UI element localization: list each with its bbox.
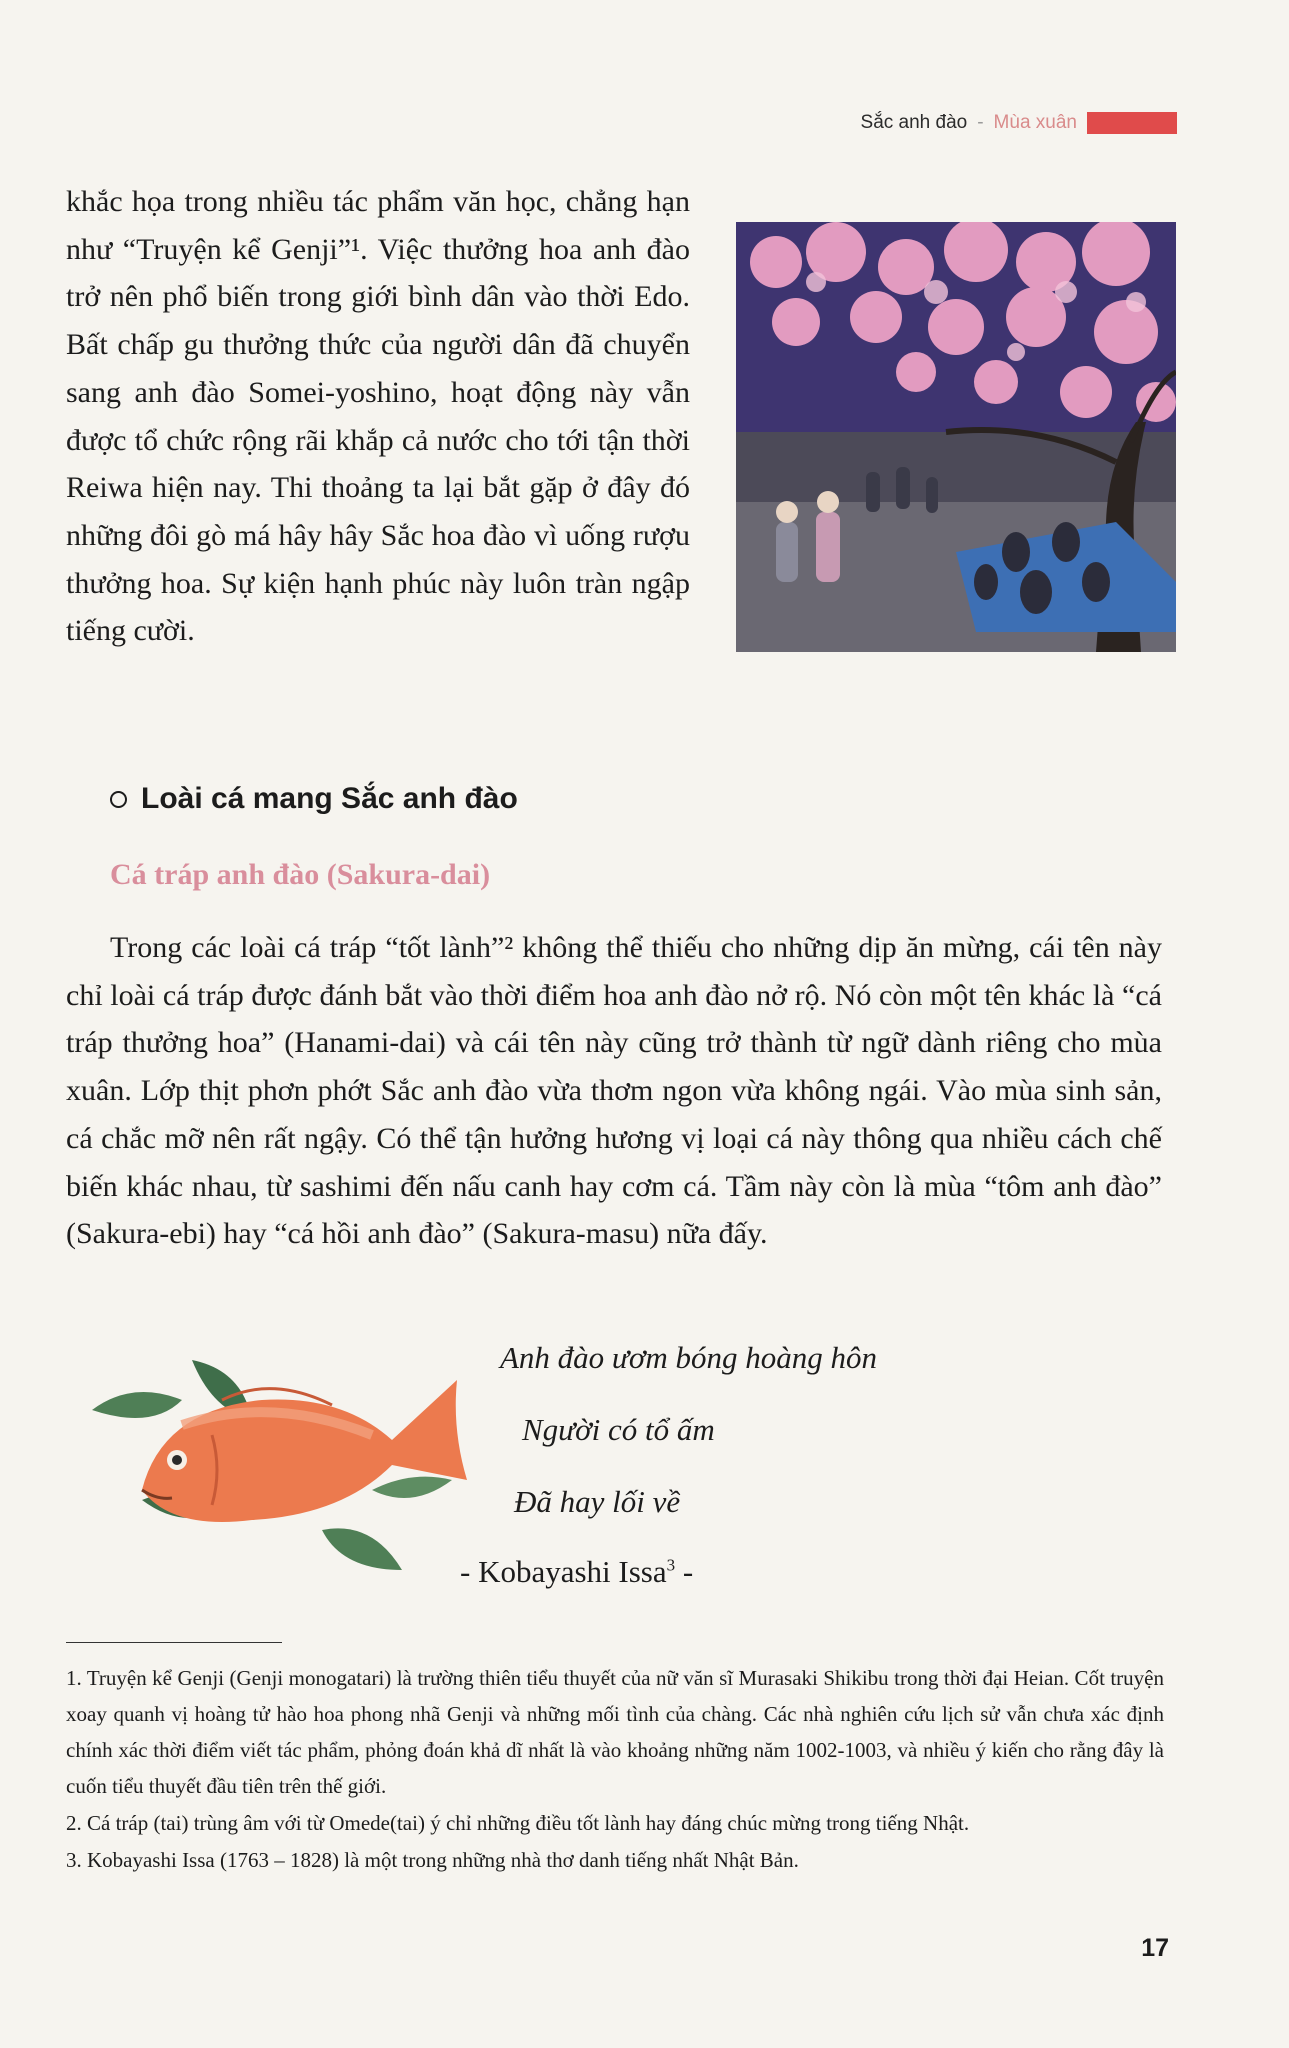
cherry-blossom-picnic-illustration — [736, 222, 1176, 652]
poem-line-3: Đã hay lối về — [514, 1484, 681, 1519]
section-heading — [110, 782, 518, 816]
header-separator: - — [977, 112, 984, 133]
poem-line-2: Người có tổ ấm — [522, 1412, 715, 1447]
footnote-1: 1. Truyện kể Genji (Genji monogatari) là trường thiên tiểu thuyết của nữ văn sĩ Murasaki Shikibu trong thời đại Heian. Cốt truyện xoay quanh vị hoàng tử hào hoa phong nhã Genji và những mối tình của chàng. Các nhà nghiên cứu lịch sử vẫn chưa xác định chính xác thời điểm viết tác phẩm, phỏng đoán khả dĩ nhất là vào khoảng những năm 1002-1003, và nhiều ý kiến cho rằng đây là cuốn tiểu thuyết đầu tiên trên thế giới. — [66, 1666, 1164, 1798]
header-chapter: Sắc anh đào — [860, 112, 968, 133]
section-heading-text: Loài cá mang Sắc anh đào — [141, 782, 518, 815]
footnotes — [66, 1660, 1164, 1879]
page-number: 17 — [1141, 1934, 1169, 1962]
footnote-3: 3. Kobayashi Issa (1763 – 1828) là một trong những nhà thơ danh tiếng nhất Nhật Bản. — [66, 1848, 799, 1872]
subheading: Cá tráp anh đào (Sakura-dai) — [110, 858, 491, 891]
poem-author — [460, 1554, 693, 1590]
header-accent-bar — [1087, 112, 1177, 134]
poem-author-name: - Kobayashi Issa — [460, 1554, 667, 1589]
running-header — [861, 112, 1177, 134]
footnote-ref-3: 3 — [666, 1555, 676, 1575]
header-section: Mùa xuân — [993, 112, 1077, 133]
footnote-divider — [66, 1642, 282, 1643]
intro-text: khắc họa trong nhiều tác phẩm văn học, chẳng hạn như “Truyện kể Genji”¹. Việc thưởng hoa anh đào trở nên phổ biến trong giới bình dân vào thời Edo. Bất chấp gu thưởng thức của người dân đã chuyển sang anh đào Somei-yoshino, hoạt động này vẫn được tổ chức rộng rãi khắp cả nước cho tới tận thời Reiwa hiện nay. Thi thoảng ta lại bắt gặp ở đây đó những đôi gò má hây hây Sắc hoa đào vì uống rượu thưởng hoa. Sự kiện hạnh phúc này luôn tràn ngập tiếng cười. — [66, 185, 690, 648]
sea-bream-fish-illustration — [72, 1340, 492, 1580]
main-paragraph: Trong các loài cá tráp “tốt lành”² không thể thiếu cho những dịp ăn mừng, cái tên này chỉ loài cá tráp được đánh bắt vào thời điểm hoa anh đào nở rộ. Nó còn một tên khác là “cá tráp thưởng hoa” (Hanami-dai) và cái tên này cũng trở thành từ ngữ dành riêng cho mùa xuân. Lớp thịt phơn phớt Sắc anh đào vừa thơm ngon vừa không ngái. Vào mùa sinh sản, cá chắc mỡ nên rất ngậy. Có thể tận hưởng hương vị loại cá này thông qua nhiều cách chế biến khác nhau, từ sashimi đến nấu canh hay cơm cá. Tầm này còn là mùa “tôm anh đào” (Sakura-ebi) hay “cá hồi anh đào” (Sakura-masu) nữa đấy. — [66, 931, 1162, 1251]
circle-bullet-icon — [110, 791, 127, 808]
poem-author-suffix: - — [675, 1554, 694, 1589]
footnote-2: 2. Cá tráp (tai) trùng âm với từ Omede(tai) ý chỉ những điều tốt lành hay đáng chúc mừng trong tiếng Nhật. — [66, 1811, 970, 1835]
poem-line-1: Anh đào ươm bóng hoàng hôn — [500, 1340, 878, 1375]
